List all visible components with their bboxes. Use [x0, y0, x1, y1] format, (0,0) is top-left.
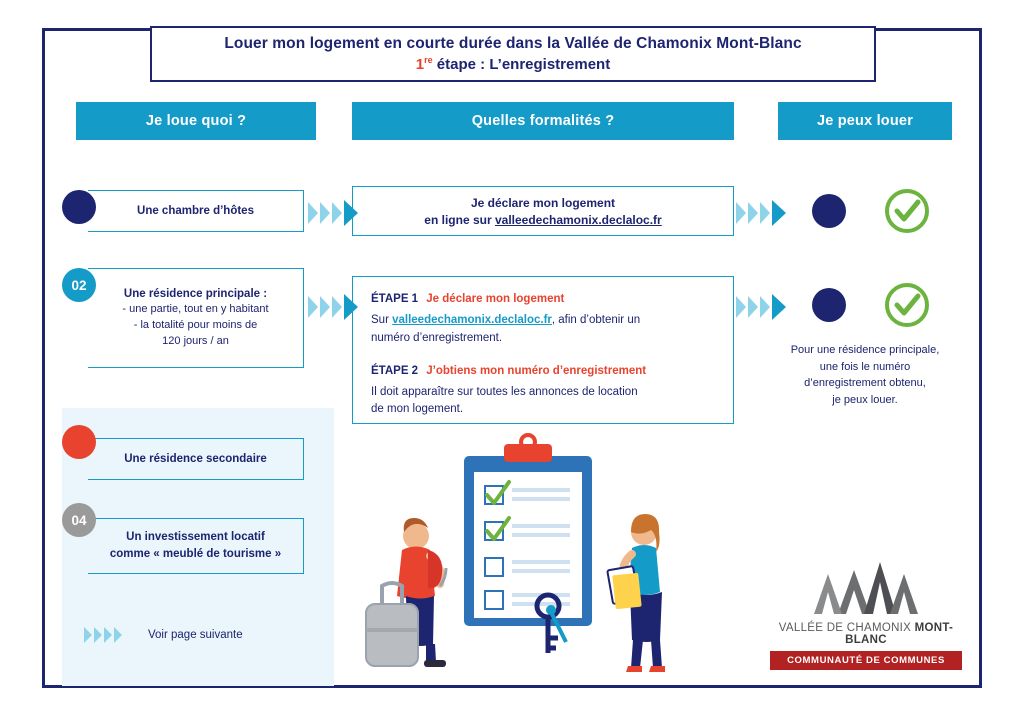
right-note-line3: d’enregistrement obtenu,: [804, 377, 926, 389]
left-item-02-title: Une résidence principale :: [123, 287, 268, 300]
chevron-icon: [748, 296, 758, 318]
mountain-logo-icon: [806, 556, 926, 618]
logo-block: [770, 556, 962, 670]
chevron-icon: [736, 296, 746, 318]
middle-box-01-line2: [424, 213, 661, 227]
left-item-02-line2: - la totalité pour moins de: [133, 319, 258, 332]
chevron-icon: [308, 202, 318, 224]
chevron-icon: [320, 202, 330, 224]
left-item-01: [88, 190, 304, 232]
left-item-02-line3: 120 jours / an: [162, 335, 229, 348]
etape2-title: J’obtiens mon numéro d’enregistrement: [426, 364, 647, 377]
badge-03: 03: [62, 425, 96, 459]
left-item-04-line2: comme « meublé de tourisme »: [109, 548, 282, 560]
etape1-suffix: , afin d’obtenir un: [551, 314, 641, 327]
etape1-prefix: Sur: [371, 314, 393, 327]
illustration-checklist-scene: [352, 428, 702, 676]
woman-illustration: [607, 514, 665, 672]
clipboard-icon: [464, 435, 592, 626]
middle-box-01-prefix: en ligne sur: [424, 212, 495, 227]
logo-name-light: VALLÉE DE CHAMONIX: [778, 622, 915, 634]
left-item-02-line1: - une partie, tout en y habitant: [122, 303, 269, 316]
left-item-04-line1: Un investissement locatif: [126, 531, 265, 544]
etape1-body-line1: [371, 312, 715, 329]
column-header-middle: Quelles formalités ?: [352, 102, 734, 140]
arrow-next-page[interactable]: [84, 627, 122, 643]
step-number-suffix: re: [424, 55, 433, 65]
right-note-line1: Pour une résidence principale,: [790, 344, 940, 356]
left-item-03-label: Une résidence secondaire: [124, 452, 267, 465]
arrow-row1-right: [736, 200, 786, 226]
step-number: 1: [415, 56, 425, 73]
chevron-icon: [308, 296, 318, 318]
chevron-icon: [760, 296, 770, 318]
column-header-left: Je loue quoi ?: [76, 102, 316, 140]
chevron-icon: [332, 296, 342, 318]
chevron-icon: [760, 202, 770, 224]
right-column-note: [760, 342, 970, 408]
middle-box-01: [352, 186, 734, 236]
arrow-row2-right: [736, 294, 786, 320]
chevron-icon: [736, 202, 746, 224]
chevron-icon: [94, 627, 102, 643]
arrow-row1-left: [308, 200, 358, 226]
middle-box-02: [352, 276, 734, 424]
title-box: [150, 26, 876, 82]
left-item-03: [88, 438, 304, 480]
left-item-02: [88, 268, 304, 368]
etape1-label: ÉTAPE 1: [371, 293, 419, 305]
right-badge-01: 01: [812, 194, 846, 228]
right-badge-02: 02: [812, 288, 846, 322]
chevron-icon: [332, 202, 342, 224]
badge-04: 04: [62, 503, 96, 537]
etape2-heading: [371, 363, 715, 380]
chevron-icon: [114, 627, 122, 643]
etape2-body-line2: de mon logement.: [371, 403, 464, 416]
logo-name: [770, 622, 962, 646]
etape1-heading: [371, 291, 715, 308]
badge-02: 02: [62, 268, 96, 302]
logo-name-dark: MONT-BLANC: [845, 622, 954, 646]
chevron-icon: [104, 627, 112, 643]
column-header-right: Je peux louer: [778, 102, 952, 140]
etape2-label: ÉTAPE 2: [371, 364, 419, 377]
arrow-row2-left: [308, 294, 358, 320]
chevron-icon: [320, 296, 330, 318]
page-subtitle: [416, 55, 610, 73]
etape1-body-line2: numéro d’enregistrement.: [371, 331, 503, 344]
etape1-title: Je déclare mon logement: [426, 293, 565, 305]
badge-01: 01: [62, 190, 96, 224]
left-item-04: [88, 518, 304, 574]
declaloc-link-2[interactable]: valleedechamonix.declaloc.fr: [392, 314, 552, 327]
check-circle-icon-1: [884, 188, 930, 234]
right-note-line2: une fois le numéro: [819, 360, 911, 373]
step-label: étape : L’enregistrement: [432, 56, 611, 73]
declaloc-link-1[interactable]: valleedechamonix.declaloc.fr: [494, 212, 662, 227]
traveler-man-illustration: [366, 518, 446, 667]
logo-subtitle-bar: COMMUNAUTÉ DE COMMUNES: [770, 651, 962, 670]
left-item-01-label: Une chambre d’hôtes: [137, 204, 254, 217]
middle-box-01-line1: Je déclare mon logement: [470, 195, 616, 210]
etape2-body-line1: Il doit apparaître sur toutes les annonces de location: [371, 386, 638, 398]
chevron-icon: [772, 294, 786, 320]
chevron-icon: [748, 202, 758, 224]
chevron-icon: [84, 627, 92, 643]
page-title: Louer mon logement en courte durée dans la Vallée de Chamonix Mont-Blanc: [224, 35, 802, 52]
next-page-label[interactable]: Voir page suivante: [148, 629, 243, 641]
right-note-line4: je peux louer.: [832, 393, 898, 406]
check-circle-icon-2: [884, 282, 930, 328]
chevron-icon: [772, 200, 786, 226]
